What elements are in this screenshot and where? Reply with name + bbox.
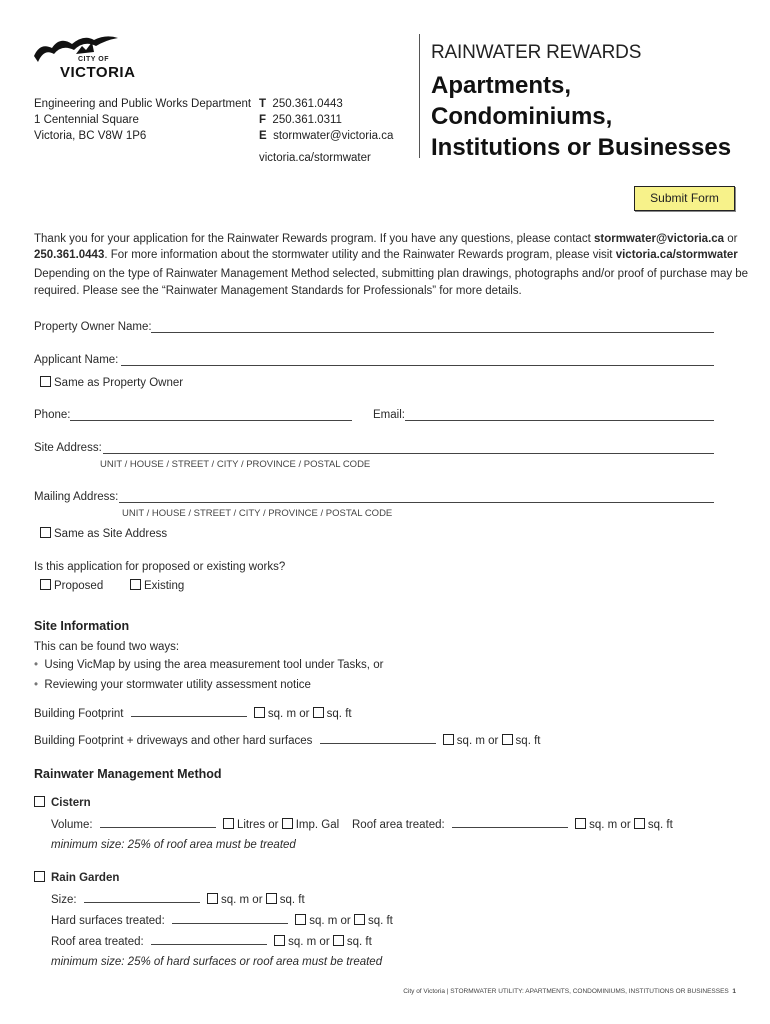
cistern-label: Cistern <box>51 797 91 809</box>
city-postal: Victoria, BC V8W 1P6 <box>34 130 147 142</box>
header-divider <box>419 34 420 158</box>
garden-hard-sqm-label: sq. m or <box>309 915 351 927</box>
proposed-checkbox[interactable] <box>40 579 51 590</box>
site-info-bullet-2 <box>34 679 311 691</box>
site-address-input[interactable] <box>103 443 714 454</box>
footprint-hard-input[interactable] <box>320 733 436 744</box>
existing-checkbox[interactable] <box>130 579 141 590</box>
owner-name-row <box>34 321 152 333</box>
garden-hard-sqft-checkbox[interactable] <box>354 914 365 925</box>
garden-hard-sqm-checkbox[interactable] <box>295 914 306 925</box>
intro-text-3: . For more information about the stormwater utility and the Rainwater Rewards program, please visit <box>104 249 616 261</box>
fax-number: 250.361.0311 <box>272 114 342 126</box>
garden-size-sqft-label: sq. ft <box>279 894 305 906</box>
cistern-checkbox[interactable] <box>34 796 45 807</box>
garden-hard-label: Hard surfaces treated: <box>51 915 165 927</box>
contact-web[interactable]: victoria.ca/stormwater <box>259 152 371 164</box>
title-line-1: Apartments, <box>431 72 572 99</box>
bullet-icon: • <box>34 679 39 691</box>
applicant-name-label: Applicant Name: <box>34 354 119 366</box>
garden-roof-sqft-checkbox[interactable] <box>333 935 344 946</box>
phone-number: 250.361.0443 <box>272 98 343 110</box>
proposed-label: Proposed <box>54 580 104 592</box>
garden-size-sqm-checkbox[interactable] <box>207 893 218 904</box>
footprint-hard-row <box>34 733 540 747</box>
owner-name-label: Property Owner Name: <box>34 321 152 333</box>
email-input[interactable] <box>405 410 714 421</box>
existing-row <box>130 579 184 592</box>
existing-label: Existing <box>144 580 185 592</box>
rain-garden-label: Rain Garden <box>51 872 120 884</box>
cistern-volume-row <box>51 817 339 831</box>
logo-city-of: CITY OF <box>78 56 109 63</box>
site-info-bullet-1 <box>34 659 383 671</box>
mailing-address-input[interactable] <box>119 492 714 503</box>
cistern-roof-sqft-label: sq. ft <box>647 819 673 831</box>
litres-checkbox[interactable] <box>223 818 234 829</box>
garden-hard-row <box>51 913 393 927</box>
garden-roof-row <box>51 934 372 948</box>
owner-name-input[interactable] <box>151 322 714 333</box>
footer-org: City of Victoria <box>403 988 445 995</box>
same-owner-row <box>40 376 183 389</box>
fax-prefix: F <box>259 114 267 126</box>
phone-input[interactable] <box>70 410 352 421</box>
intro-text-2: or <box>724 233 738 245</box>
cistern-roof-sqm-checkbox[interactable] <box>575 818 586 829</box>
mailing-address-hint: UNIT / HOUSE / STREET / CITY / PROVINCE / POSTAL CODE <box>122 508 393 519</box>
same-site-row <box>40 527 167 540</box>
contact-block <box>259 96 393 166</box>
intro-email[interactable]: stormwater@victoria.ca <box>593 233 725 245</box>
department-name: Engineering and Public Works Department <box>34 98 252 110</box>
intro-web[interactable]: victoria.ca/stormwater <box>615 249 738 261</box>
cistern-roof-sqft-checkbox[interactable] <box>634 818 645 829</box>
site-info-heading: Site Information <box>34 619 130 633</box>
applicant-name-row <box>34 354 118 366</box>
volume-input[interactable] <box>100 817 216 828</box>
title-line-3: Institutions or Businesses <box>431 134 732 161</box>
litres-label: Litres or <box>236 819 279 831</box>
cistern-row <box>34 796 91 809</box>
phone-prefix: T <box>259 98 267 110</box>
garden-roof-sqm-checkbox[interactable] <box>274 935 285 946</box>
garden-roof-sqm-label: sq. m or <box>288 936 330 948</box>
street-address: 1 Centennial Square <box>34 114 139 126</box>
footprint-sqft-checkbox[interactable] <box>313 707 324 718</box>
footprint-sqm-label: sq. m or <box>267 708 310 720</box>
cistern-roof-row <box>352 817 673 831</box>
mailing-address-label: Mailing Address: <box>34 491 119 503</box>
garden-hard-input[interactable] <box>172 913 288 924</box>
garden-hard-sqft-label: sq. ft <box>367 915 393 927</box>
logo-victoria: VICTORIA <box>60 64 136 81</box>
city-logo <box>32 34 142 84</box>
footprint-sqft-label: sq. ft <box>326 708 352 720</box>
bullet-2-text: Reviewing your stormwater utility assessment notice <box>44 679 311 691</box>
method-heading: Rainwater Management Method <box>34 767 222 781</box>
footprint-label: Building Footprint <box>34 708 124 720</box>
same-owner-checkbox[interactable] <box>40 376 51 387</box>
footprint-hard-sqft-label: sq. ft <box>515 735 541 747</box>
garden-roof-input[interactable] <box>151 934 267 945</box>
impgal-label: Imp. Gal <box>295 819 340 831</box>
page-footer: City of Victoria | STORMWATER UTILITY: APARTMENTS, CONDOMINIUMS, INSTITUTIONS OR BUSINESSES 1 <box>403 988 736 995</box>
page-number: 1 <box>732 988 736 995</box>
intro-paragraph <box>34 231 744 263</box>
footprint-sqm-checkbox[interactable] <box>254 707 265 718</box>
submit-form-button[interactable] <box>634 186 735 211</box>
works-question: Is this application for proposed or existing works? <box>34 561 286 573</box>
garden-size-sqm-label: sq. m or <box>220 894 263 906</box>
bullet-icon: • <box>34 659 39 671</box>
footprint-hard-sqm-checkbox[interactable] <box>443 734 454 745</box>
footer-doc-title: STORMWATER UTILITY: APARTMENTS, CONDOMINIUMS, INSTITUTIONS OR BUSINESSES <box>450 988 729 995</box>
garden-size-row <box>51 892 305 906</box>
footprint-hard-label: Building Footprint + driveways and other hard surfaces <box>34 735 313 747</box>
applicant-name-input[interactable] <box>121 355 714 366</box>
requirements-line-2: required. Please see the “Rainwater Management Standards for Professionals” for more details. <box>34 285 522 297</box>
volume-label: Volume: <box>51 819 93 831</box>
cistern-roof-input[interactable] <box>452 817 568 828</box>
site-info-found: This can be found two ways: <box>34 641 180 653</box>
cistern-roof-sqm-label: sq. m or <box>589 819 631 831</box>
submit-form-label: Submit Form <box>650 191 719 205</box>
site-address-hint: UNIT / HOUSE / STREET / CITY / PROVINCE / POSTAL CODE <box>100 459 371 470</box>
same-site-label: Same as Site Address <box>54 528 168 540</box>
phone-label: Phone: <box>34 409 71 421</box>
same-owner-label: Same as Property Owner <box>54 377 184 389</box>
garden-roof-label: Roof area treated: <box>51 936 144 948</box>
department-address <box>34 96 251 144</box>
cistern-minimum-note: minimum size: 25% of roof area must be treated <box>51 839 296 851</box>
footprint-hard-sqm-label: sq. m or <box>456 735 499 747</box>
proposed-row <box>40 579 103 592</box>
contact-email[interactable]: stormwater@victoria.ca <box>273 130 394 142</box>
requirements-line-1: Depending on the type of Rainwater Management Method selected, submitting plan drawings, photographs and/or proof of purchase may be <box>34 268 749 280</box>
footprint-hard-sqft-checkbox[interactable] <box>502 734 513 745</box>
footprint-input[interactable] <box>131 706 247 717</box>
page-title <box>431 70 731 163</box>
cistern-roof-label: Roof area treated: <box>352 819 445 831</box>
program-name: RAINWATER REWARDS <box>431 42 642 63</box>
rain-garden-row <box>34 871 119 884</box>
garden-size-sqft-checkbox[interactable] <box>266 893 277 904</box>
same-site-checkbox[interactable] <box>40 527 51 538</box>
title-line-2: Condominiums, <box>431 103 613 130</box>
email-label: Email: <box>373 409 405 421</box>
site-address-label: Site Address: <box>34 442 102 454</box>
intro-phone: 250.361.0443 <box>34 249 105 261</box>
bullet-1-text: Using VicMap by using the area measurement tool under Tasks, or <box>44 659 384 671</box>
garden-minimum-note: minimum size: 25% of hard surfaces or roof area must be treated <box>51 956 383 968</box>
garden-roof-sqft-label: sq. ft <box>346 936 372 948</box>
email-prefix: E <box>259 130 267 142</box>
requirements-paragraph <box>34 266 748 300</box>
garden-size-label: Size: <box>51 894 77 906</box>
footprint-row <box>34 706 352 720</box>
rain-garden-checkbox[interactable] <box>34 871 45 882</box>
garden-size-input[interactable] <box>84 892 200 903</box>
impgal-checkbox[interactable] <box>282 818 293 829</box>
intro-text-1: Thank you for your application for the Rainwater Rewards program. If you have any questions, please contact <box>34 233 594 245</box>
